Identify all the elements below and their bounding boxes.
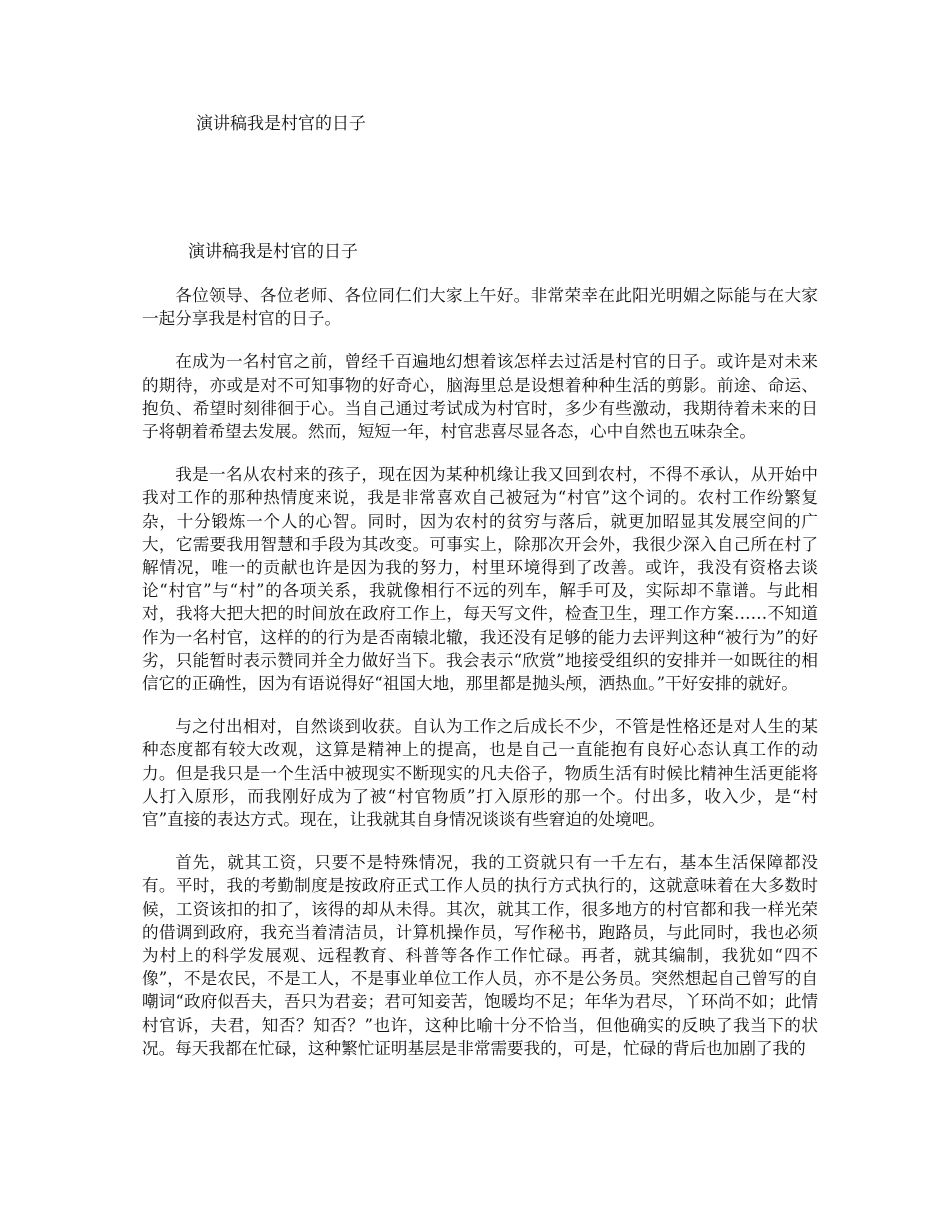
header-title: 演讲稿我是村官的日子 — [196, 114, 366, 134]
paragraph-before-becoming-official: 在成为一名村官之前，曾经千百遍地幻想着该怎样去过活是村官的日子。或许是对未来的期待，亦或是对不可知事物的好奇心，脑海里总是设想着种种生活的剪影。前途、命运、抱负、希望时刻徘徊于心。当自己通过考试成为村官时，多少有些激动，我期待着未来的日子将朝着希望去发展。然而，短短一年，村官悲喜尽显各态，心中自然也五味杂全。 — [142, 352, 818, 442]
document-body — [142, 284, 818, 1080]
paragraph-greeting: 各位领导、各位老师、各位同仁们大家上午好。非常荣幸在此阳光明媚之际能与在大家一起分享我是村官的日子。 — [142, 286, 818, 329]
paragraph-rural-work: 我是一名从农村来的孩子，现在因为某种机缘让我又回到农村，不得不承认，从开始中我对工作的那种热情度来说，我是非常喜欢自己被冠为“村官”这个词的。农村工作纷繁复杂，十分锻炼一个人的心智。同时，因为农村的贫穷与落后，就更加昭显其发展空间的广大，它需要我用智慧和手段为其改变。可事实上，除那次开会外，我很少深入自己所在村了解情况，唯一的贡献也许是因为我的努力，村里环境得到了改善。或许，我没有资格去谈论“村官”与“村”的各项关系，我就像相行不远的列车，解手可及，实际却不靠谱。与此相对，我将大把大把的时间放在政府工作上，每天写文件，检查卫生，理工作方案……不知道作为一名村官，这样的的行为是否南辕北辙，我还没有足够的能力去评判这种“被行为”的好劣，只能暂时表示赞同并全力做好当下。我会表示“欣赏”地接受组织的安排并一如既往的相信它的正确性，因为有语说得好“祖国大地，那里都是抛头颅，洒热血。”干好安排的就好。 — [142, 465, 818, 694]
paragraph-gains: 与之付出相对，自然谈到收获。自认为工作之后成长不少，不管是性格还是对人生的某种态度都有较大改观，这算是精神上的提高，也是自己一直能抱有良好心态认真工作的动力。但是我只是一个生活中被现实不断现实的凡夫俗子，物质生活有时候比精神生活更能将人打入原形，而我刚好成为了被“村官物质”打入原形的那一个。付出多，收入少，是“村官”直接的表达方式。现在，让我就其自身情况谈谈有些窘迫的处境吧。 — [142, 717, 818, 830]
document-title: 演讲稿我是村官的日子 — [188, 242, 358, 262]
paragraph-situation: 首先，就其工资，只要不是特殊情况，我的工资就只有一千左右，基本生活保障都没有。平时，我的考勤制度是按政府正式工作人员的执行方式执行的，这就意味着在大多数时候，工资该扣的扣了，该得的却从未得。其次，就其工作，很多地方的村官都和我一样光荣的借调到政府，我充当着清洁员，计算机操作员，写作秘书，跑路员，与此同时，我也必须为村上的科学发展观、远程教育、科普等各作工作忙碌。再者，就其编制，我犹如“四不像”，不是农民，不是工人，不是事业单位工作人员，亦不是公务员。突然想起自己曾写的自嘲词“政府似吾夫，吾只为君妾；君可知妾苦，饱暖均不足；年华为君尽，丫环尚不如；此情村官诉，夫君，知否？知否？”也许，这种比喻十分不恰当，但他确实的反映了我当下的状况。每天我都在忙碌，这种繁忙证明基层是非常需要我的，可是，忙碌的背后也加剧了我的 — [142, 853, 818, 1058]
